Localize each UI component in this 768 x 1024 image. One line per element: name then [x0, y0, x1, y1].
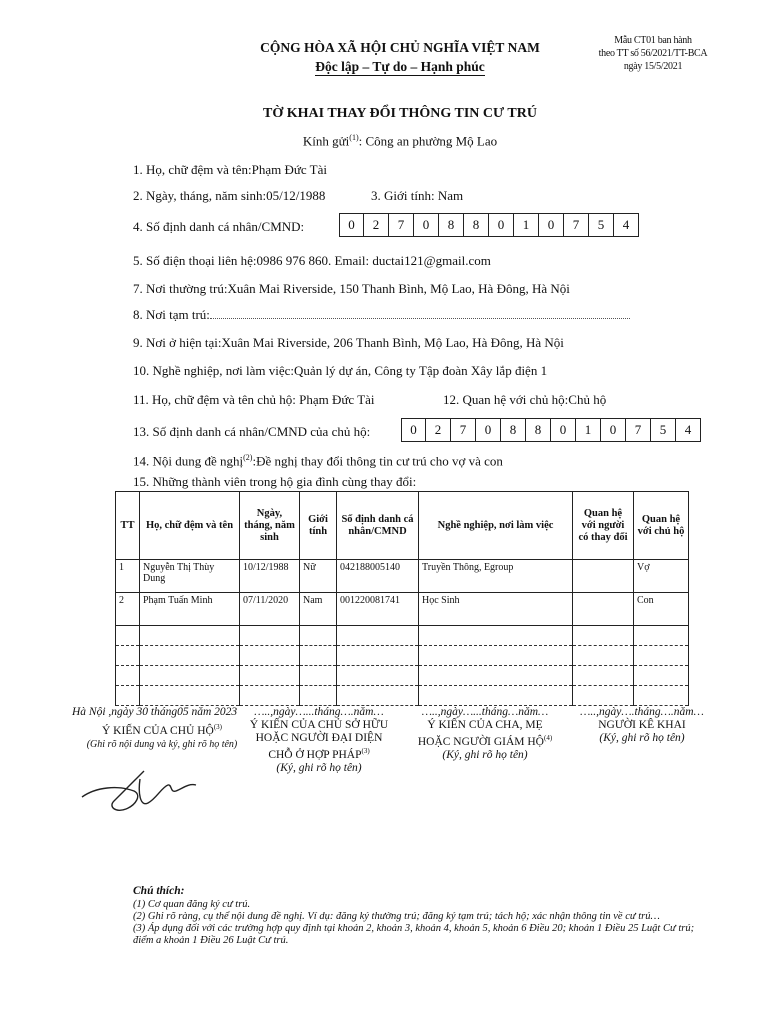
cell: 001220081741 [337, 593, 419, 626]
footnote-3: (3) Áp dụng đối với các trường hợp quy định tại khoản 2, khoản 3, khoản 4, khoản 5, khoản 6 Điều 20; khoản 1 Điều 25 Luật Cư trú; điểm a khoản 1 Điều 26 Luật Cư trú. [133, 923, 695, 946]
table-row-empty [116, 666, 689, 686]
addressee-value: : Công an phường Mộ Lao [358, 133, 498, 149]
id-digit-box: 1 [514, 213, 539, 237]
footnote-1: (1) Cơ quan đăng ký cư trú. [133, 899, 251, 910]
id-digit-box: 0 [539, 213, 564, 237]
id-digit-box: 2 [426, 418, 451, 442]
id-digit-box: 7 [564, 213, 589, 237]
cell: 1 [116, 560, 140, 593]
field-permanent-address: 7. Nơi thường trú:Xuân Mai Riverside, 150 Thanh Bình, Mộ Lao, Hà Đông, Hà Nội [133, 281, 570, 296]
form-code-line-1: Mẫu CT01 ban hành [614, 35, 692, 46]
signature-note: (Ký, ghi rõ họ tên) [276, 761, 362, 774]
cell [573, 593, 634, 626]
id-digit-box: 1 [576, 418, 601, 442]
field-occupation: 10. Nghề nghiệp, nơi làm việc:Quản lý dự án, Công ty Tập đoàn Xây lắp điện 1 [133, 363, 548, 378]
field-head-id-label: 13. Số định danh cá nhân/CMND của chủ hộ: [133, 424, 371, 439]
id-digit-box: 0 [489, 213, 514, 237]
id-digit-box: 0 [476, 418, 501, 442]
col-header: Ngày, tháng, năm sinh [240, 492, 300, 560]
signature-title: NGƯỜI KÊ KHAI [598, 719, 686, 731]
field-full-name: 1. Họ, chữ đệm và tên:Phạm Đức Tài [133, 162, 328, 177]
signature-block-household-head [72, 706, 252, 831]
id-digit-box: 5 [589, 213, 614, 237]
id-digit-box: 7 [451, 418, 476, 442]
id-digit-box: 8 [501, 418, 526, 442]
cell: 042188005140 [337, 560, 419, 593]
id-digit-box: 4 [676, 418, 701, 442]
members-table [115, 491, 689, 706]
id-digit-box: 0 [414, 213, 439, 237]
col-header: Quan hệ với người có thay đổi [573, 492, 634, 560]
dotted-blank [210, 318, 630, 319]
cell: Vợ [634, 560, 689, 593]
id-digit-box: 7 [626, 418, 651, 442]
footnotes-heading: Chú thích: [133, 885, 185, 897]
id-digit-box: 5 [651, 418, 676, 442]
table-row [116, 560, 689, 593]
id-digit-box: 8 [526, 418, 551, 442]
id-digit-box: 4 [614, 213, 639, 237]
col-header: Số định danh cá nhân/CMND [337, 492, 419, 560]
signature-date: Hà Nội ,ngày 30 tháng05 năm 2023 [72, 706, 238, 718]
field-id-label: 4. Số định danh cá nhân/CMND: [133, 219, 305, 234]
nation-title: CỘNG HÒA XÃ HỘI CHỦ NGHĨA VIỆT NAM [260, 40, 540, 55]
signature-block-owner [244, 706, 394, 775]
signature-title: Ý KIẾN CỦA CHỦ HỘ$^{(3)}$ [102, 723, 222, 737]
id-digit-boxes [339, 213, 639, 237]
form-code-line-3: ngày 15/5/2021 [623, 61, 683, 72]
field-members-heading: 15. Những thành viên trong hộ gia đình cùng thay đổi: [133, 474, 417, 489]
signature-block-guardian [410, 706, 560, 762]
table-row-empty [116, 686, 689, 706]
field-gender: 3. Giới tính: Nam [371, 188, 464, 203]
table-row-empty [116, 626, 689, 646]
id-digit-box: 8 [439, 213, 464, 237]
field-request-sup: (2) [243, 453, 253, 462]
cell: 2 [116, 593, 140, 626]
signature-note: (Ký, ghi rõ họ tên) [442, 748, 528, 761]
field-request-label: 14. Nội dung đề nghị [133, 453, 244, 469]
addressee-sup: (1) [349, 133, 359, 142]
cell: Nguyễn Thị Thùy Dung [140, 560, 240, 593]
field-relation-to-head: 12. Quan hệ với chủ hộ:Chủ hộ [443, 392, 607, 407]
cell: Phạm Tuấn Minh [140, 593, 240, 626]
id-digit-box: 2 [364, 213, 389, 237]
addressee-label: Kính gửi [302, 133, 350, 149]
id-digit-box: 0 [601, 418, 626, 442]
field-request-value: :Đề nghị thay đổi thông tin cư trú cho vợ và con [252, 453, 503, 469]
field-phone-email: 5. Số điện thoại liên hệ:0986 976 860. Email: ductai121@gmail.com [133, 253, 491, 268]
signature-date: …..,ngày….tháng….năm… [580, 706, 704, 718]
id-digit-box: 0 [339, 213, 364, 237]
signature-note: (Ký, ghi rõ họ tên) [599, 732, 685, 744]
signature-title: Ý KIẾN CỦA CHA, MẸ HOẶC NGƯỜI GIÁM HỘ$^{(4)}$ [417, 719, 553, 748]
signature-date: …..,ngày…...tháng…năm… [421, 706, 549, 718]
signature-title: Ý KIẾN CỦA CHỦ SỞ HỮU HOẶC NGƯỜI ĐẠI DIỆN CHỖ Ở HỢP PHÁP$^{(3)}$ [249, 719, 389, 761]
cell: Nữ [300, 560, 337, 593]
motto-text: Độc lập – Tự do – Hạnh phúc [315, 59, 485, 74]
field-current-address: 9. Nơi ở hiện tại:Xuân Mai Riverside, 206 Thanh Bình, Mộ Lao, Hà Đông, Hà Nội [133, 335, 564, 350]
signature-note: (Ghi rõ nội dung và ký, ghi rõ họ tên) [86, 738, 238, 750]
cell: Truyền Thông, Egroup [419, 560, 573, 593]
cell: Con [634, 593, 689, 626]
id-digit-box: 0 [551, 418, 576, 442]
footnote-2: (2) Ghi rõ ràng, cụ thể nội dung đề nghị. Ví dụ: đăng ký thường trú; đăng ký tạm trú; tách hộ; xác nhận thông tin về cư trú… [133, 911, 660, 922]
col-header: Nghề nghiệp, nơi làm việc [419, 492, 573, 560]
table-row-empty [116, 646, 689, 666]
col-header: Giới tính [300, 492, 337, 560]
field-household-head: 11. Họ, chữ đệm và tên chủ hộ: Phạm Đức Tài [133, 392, 375, 407]
addressee [150, 133, 650, 149]
cell [573, 560, 634, 593]
handwritten-signature [78, 757, 208, 827]
field-birth-date: 2. Ngày, tháng, năm sinh:05/12/1988 [133, 188, 326, 203]
table-row [116, 593, 689, 626]
footnotes [133, 885, 703, 947]
cell: Nam [300, 593, 337, 626]
cell: 07/11/2020 [240, 593, 300, 626]
signature-block-declarant [572, 706, 712, 745]
field-temporary-address [133, 307, 630, 323]
form-code [578, 34, 728, 73]
id-digit-box: 7 [389, 213, 414, 237]
field-temporary-address-label: 8. Nơi tạm trú: [133, 307, 210, 322]
form-code-line-2: theo TT số 56/2021/TT-BCA [598, 48, 708, 59]
id-digit-box: 0 [401, 418, 426, 442]
cell: 10/12/1988 [240, 560, 300, 593]
form-title: TỜ KHAI THAY ĐỔI THÔNG TIN CƯ TRÚ [263, 106, 537, 121]
motto [240, 59, 560, 75]
field-request-content [133, 453, 503, 469]
signature-date: …..,ngày…...tháng….năm… [254, 706, 384, 718]
col-header: TT [116, 492, 140, 560]
id-digit-box: 8 [464, 213, 489, 237]
head-id-digit-boxes [401, 418, 701, 442]
table-header-row [116, 492, 689, 560]
col-header: Quan hệ với chủ hộ [634, 492, 689, 560]
cell: Học Sinh [419, 593, 573, 626]
col-header: Họ, chữ đệm và tên [140, 492, 240, 560]
